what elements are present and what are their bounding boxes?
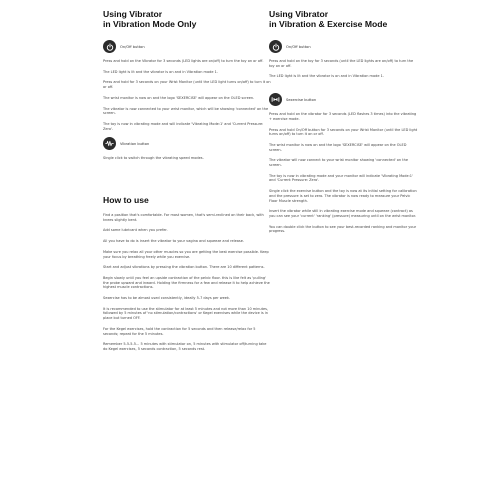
paragraph: The wrist monitor is now on and the logo 'SEXERCISE' will appear on the OLED screen. [103,95,255,100]
vibration-button-row [103,137,271,150]
vibration-label: Vibration button [120,141,150,146]
paragraph: Press and hold for 3 seconds on your Wrist Monitor (until the LED light turns on/off) to turn it on or off. [103,80,271,90]
paragraph: The toy is now in vibrating mode and will indicate 'Vibrating Mode:1' and 'Current Pressure: Zero'. [103,121,264,131]
paragraph: Press and hold on the vibrator for 3 seconds (LED flashes 3 times) into the vibrating + exercise mode. [269,112,417,121]
onoff-instructions [103,59,271,131]
sexercise-icon [269,93,282,106]
onoff-button-row [269,40,419,53]
paragraph: Make sure you relax all your other muscles so you are getting the best exercise possible. Keep your focus by breathing freely while you exercise. [103,249,269,259]
paragraph: You can double click the button to see your best-recorded ranking and monitor your progress. [269,224,417,234]
power-icon [103,40,116,53]
sexercise-button-row [269,93,419,106]
vibration-mode-title [103,9,271,29]
left-column [103,0,271,358]
paragraph: The LED light is lit and the vibrator is on and in Vibration mode 1. [269,74,384,79]
onoff-label: On/Off button [286,44,311,49]
paragraph: Press and hold On/Off button for 3 seconds on your Wrist Monitor (until the LED light turns on/off) to turn it on or off. [269,127,418,137]
title-line-2: in Vibration & Exercise Mode [269,19,388,29]
paragraph: All you have to do is insert the vibrator to your vagina and squeeze and release. [103,239,245,244]
paragraph: The LED light is lit and the vibrator is on and in Vibration mode 1. [103,69,218,74]
paragraph: Sexercise has to be almost used consistently, ideally 5-7 days per week. [103,296,231,301]
paragraph: Start and adjust vibrations by pressing the vibration button. There are 10 different patterns. [103,265,265,270]
paragraph: Press and hold on the Vibrator for 3 seconds (LED lights are on/off) to turn the toy on or off. [103,59,264,63]
sexercise-label: Sexercise button [286,97,317,102]
paragraph: Find a position that's comfortable. For most women, that's semi-reclined on their back, with knees slightly bent. [103,213,264,222]
sexercise-instructions [269,112,419,234]
paragraph: Begin slowly until you feel an upside contraction of the pelvic floor. this is like felt as 'pulling' the probe upward and inward. Holding the firmness for a few and release it to help achieve the highest muscle contractions. [103,275,270,290]
paragraph: The vibrator is now connected to your wrist monitor, which will be showing 'connected' on the screen. [103,106,269,116]
paragraph: The toy is now in vibrating mode and your monitor will indicate 'Vibrating Mode:1' and 'Current Pressure: Zero'. [269,173,413,183]
right-column [269,0,419,240]
vibration-instruction: Single click to switch through the vibrating speed modes. [103,156,204,161]
how-to-use-instructions [103,213,271,352]
paragraph: It is recommended to use the stimulator for at least 5 minutes and not more than 10 minutes, followed by 5 minutes of 'no stimulation/contractions' or Kegel exercises while the device is in place but turned OFF. [103,306,269,321]
onoff-instructions [269,59,419,79]
onoff-label: On/Off button [120,44,145,49]
power-icon [269,40,282,53]
paragraph: Press and hold on the toy for 3 seconds (until the LED lights are on/off) to turn the toy on or off. [269,59,414,68]
vibration-wave-icon [103,137,116,150]
paragraph: For the Kegel exercises, hold the contraction for 5 seconds and then release/relax for 5 seconds; repeat for the 5 minutes. [103,326,256,336]
how-to-use-title: How to use [103,195,149,206]
exercise-mode-title [269,9,419,29]
title-line-1: Using Vibrator [269,9,329,19]
paragraph: The vibrator will now connect to your wrist monitor showing 'connected' on the screen. [269,158,408,168]
title-line-2: in Vibration Mode Only [103,19,197,29]
paragraph: Add some lubricant when you prefer. [103,228,168,233]
paragraph: The wrist monitor is now on and the logo 'SEXERCISE' will appear on the OLED screen. [269,142,407,152]
paragraph: Remember 5-5-5-5... 5 minutes with stimulator on, 5 minutes with stimulator off/turning take do Kegel exercises, 5 seconds contraction, 5 seconds rest. [103,342,267,351]
paragraph: Insert the vibrator while still in vibrating exercise mode and squeeze (contract) as you can see your 'current' 'ranking' (pressure) measuring until on the wrist monitor. [269,209,417,218]
paragraph: Single click the exercise button and the toy is now at its initial setting for calibration and the pressure is set to zero. The vibrator is now ready to measure your Pelvic Floor Muscle strength. [269,189,417,203]
title-line-1: Using Vibrator [103,9,163,19]
onoff-button-row [103,40,271,53]
